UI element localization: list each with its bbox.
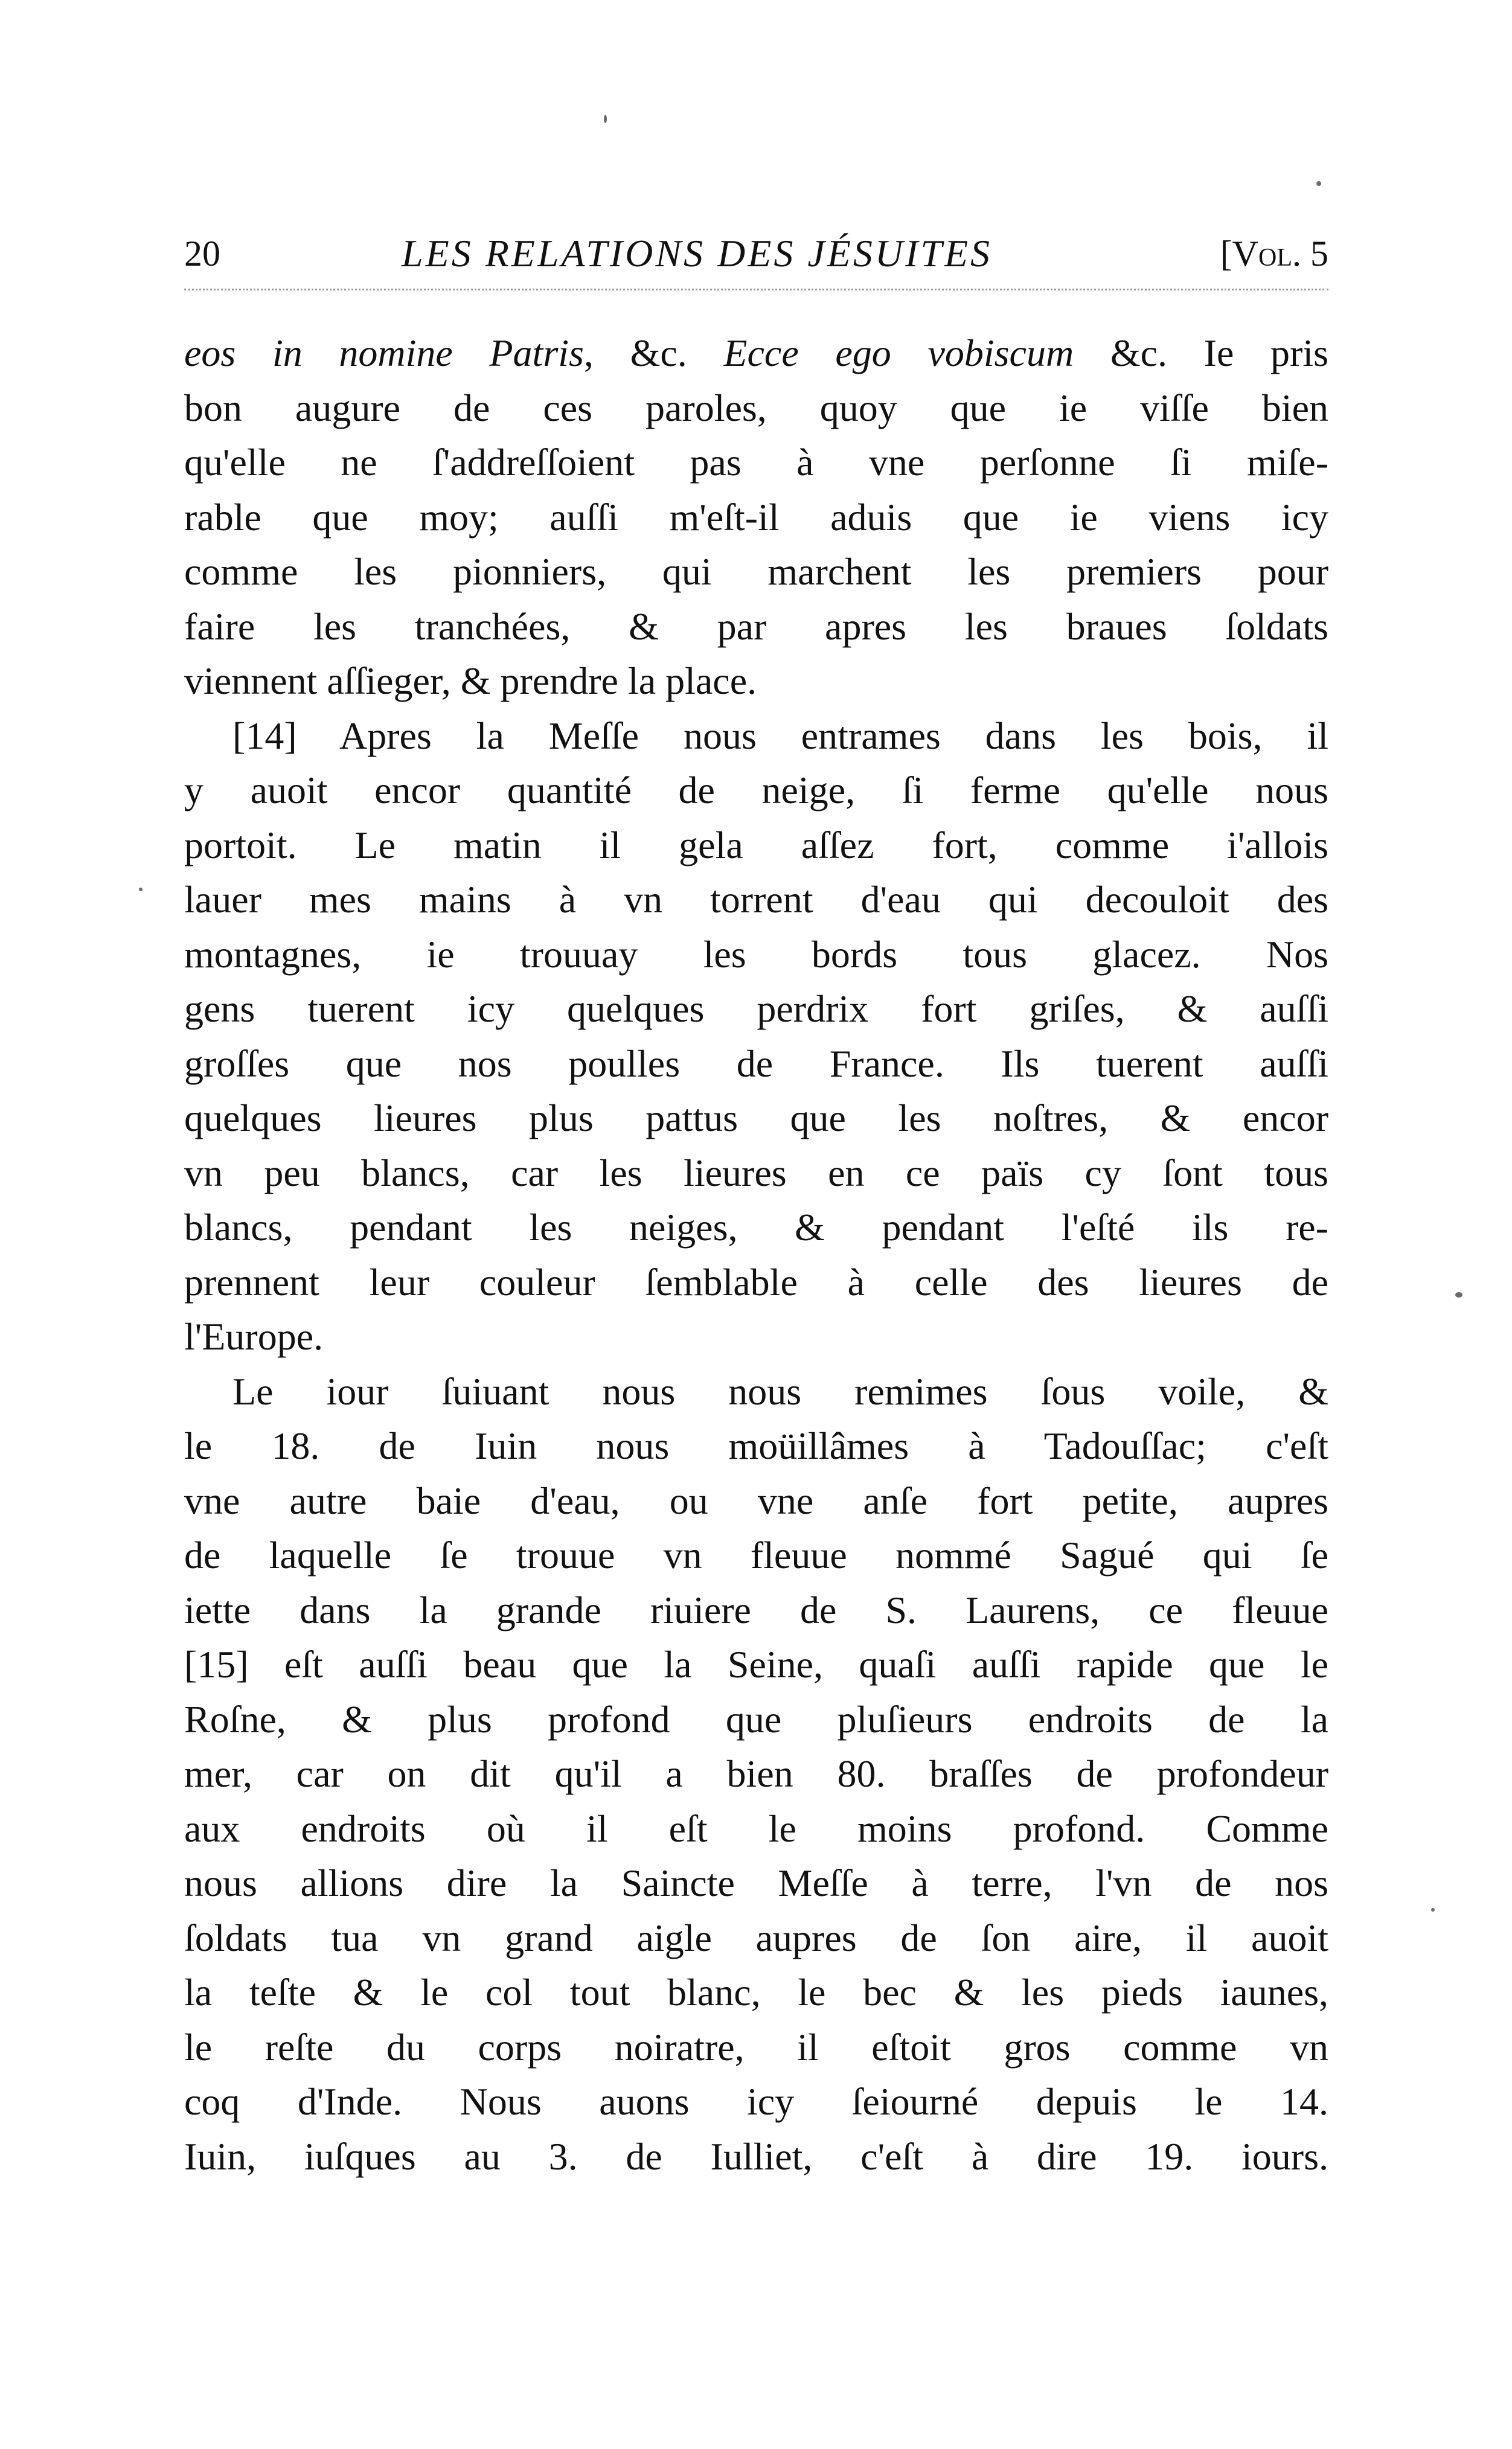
- text-line: aux endroits où il eſt le moins profond. Comme: [184, 1807, 1328, 1850]
- running-header: [184, 223, 1328, 296]
- text-line: l'Europe.: [184, 1315, 324, 1358]
- text-line: viennent aſſieger, & prendre la place.: [184, 659, 757, 702]
- text-line: vne autre baie d'eau, ou vne anſe fort petite, aupres: [184, 1479, 1328, 1522]
- text-line: prennent leur couleur ſemblable à celle des lieures de: [184, 1260, 1328, 1304]
- volume-number: 5: [1310, 234, 1328, 274]
- volume-label: [1220, 229, 1328, 278]
- latin-phrase: Ecce ego vobiscum: [723, 331, 1074, 374]
- text-line: mer, car on dit qu'il a bien 80. braſſes de profondeur: [184, 1752, 1328, 1795]
- text-line: la teſte & le col tout blanc, le bec & les pieds iaunes,: [184, 1971, 1328, 2014]
- text-line: ſoldats tua vn grand aigle aupres de ſon aire, il auoit: [184, 1916, 1328, 1959]
- volume-bracket: [: [1220, 234, 1232, 274]
- text-line: gens tuerent icy quelques perdrix fort griſes, & auſſi: [184, 987, 1328, 1030]
- text-line: [184, 326, 1328, 381]
- text-line: y auoit encor quantité de neige, ſi ferme qu'elle nous: [184, 769, 1328, 812]
- scan-speck: [1455, 1292, 1462, 1298]
- text-line: Roſne, & plus profond que pluſieurs endroits de la: [184, 1697, 1328, 1741]
- text-line: nous allions dire la Saincte Meſſe à terre, l'vn de nos: [184, 1862, 1328, 1904]
- header-rule: [184, 289, 1328, 290]
- text-line: rable que moy; auſſi m'eſt-il aduis que ie viens icy: [184, 495, 1328, 539]
- body-text: [184, 326, 1328, 2198]
- text-line: coq d'Inde. Nous auons icy ſeiourné depuis le 14.: [184, 2080, 1328, 2123]
- text-line: le 18. de Iuin nous moüillâmes à Tadouſſac; c'eſt: [184, 1424, 1328, 1467]
- text-line: lauer mes mains à vn torrent d'eau qui decouloit des: [184, 878, 1328, 921]
- text-span: , &c.: [583, 331, 724, 374]
- text-line: le reſte du corps noiratre, il eſtoit gros comme vn: [184, 2025, 1328, 2069]
- scan-speck: [139, 888, 143, 891]
- scan-speck: [604, 115, 607, 123]
- text-line: iette dans la grande riuiere de S. Laurens, ce fleuue: [184, 1588, 1328, 1631]
- text-span: &c. Ie pris: [1074, 331, 1329, 374]
- text-line: faire les tranchées, & par apres les braues ſoldats: [184, 604, 1328, 648]
- scan-speck: [1316, 181, 1321, 186]
- running-title: LES RELATIONS DES JÉSUITES: [402, 232, 993, 275]
- text-line: groſſes que nos poulles de France. Ils tuerent auſſi: [184, 1042, 1328, 1085]
- text-line: comme les pionniers, qui marchent les premiers pour: [184, 550, 1328, 593]
- text-line: montagnes, ie trouuay les bords tous glacez. Nos: [184, 932, 1328, 976]
- text-line: [14] Apres la Meſſe nous entrames dans les bois, il: [232, 714, 1328, 757]
- text-line: blancs, pendant les neiges, & pendant l'eſté ils re-: [184, 1206, 1328, 1249]
- volume-abbrev: Vol.: [1232, 234, 1301, 274]
- latin-phrase: eos in nomine Patris: [184, 331, 584, 374]
- text-line: bon augure de ces paroles, quoy que ie viſſe bien: [184, 386, 1328, 429]
- text-line: de laquelle ſe trouue vn fleuue nommé Sagué qui ſe: [184, 1534, 1328, 1577]
- text-line: quelques lieures plus pattus que les noſtres, & encor: [184, 1096, 1328, 1139]
- text-line: vn peu blancs, car les lieures en ce païs cy ſont tous: [184, 1151, 1328, 1194]
- text-line: [15] eſt auſſi beau que la Seine, quaſi auſſi rapide que le: [184, 1643, 1328, 1686]
- text-line: qu'elle ne ſ'addreſſoient pas à vne perſonne ſi miſe-: [184, 441, 1328, 484]
- text-line: Le iour ſuiuant nous nous remimes ſous voile, &: [232, 1369, 1328, 1413]
- scan-speck: [1431, 1908, 1435, 1912]
- page-number: 20: [184, 234, 220, 274]
- text-line: portoit. Le matin il gela aſſez fort, comme i'allois: [184, 823, 1328, 866]
- text-line: Iuin, iuſques au 3. de Iulliet, c'eſt à dire 19. iours.: [184, 2134, 1328, 2178]
